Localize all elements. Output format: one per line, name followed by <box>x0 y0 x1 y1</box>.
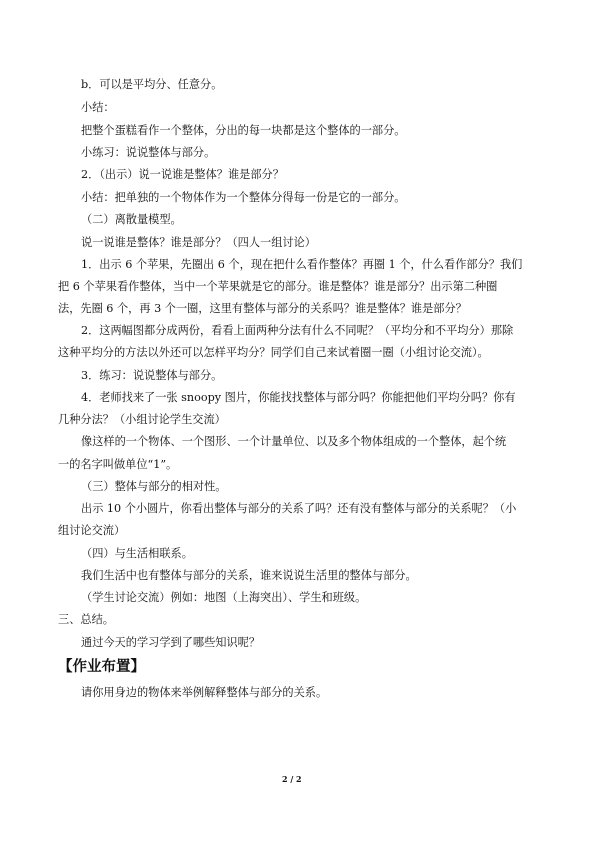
text-line: 1．出示 6 个苹果，先圈出 6 个，现在把什么看作整体？再圈 1 个，什么看作部分？我们 <box>81 258 523 271</box>
text-line: 小结： <box>81 101 115 114</box>
text-line: 说一说谁是整体？谁是部分？（四人一组讨论） <box>81 236 316 249</box>
homework-text: 请你用身边的物体来举例解释整体与部分的关系。 <box>81 686 328 699</box>
text-line: 把 6 个苹果看作整体，当中一个苹果就是它的部分。谁是整体？谁是部分？出示第二种圈 <box>58 280 498 293</box>
text-line: b．可以是平均分、任意分。 <box>81 78 223 91</box>
text-line: （二）离散量模型。 <box>81 213 182 226</box>
text-line: （四）与生活相联系。 <box>81 547 193 560</box>
text-line: 小练习：说说整体与部分。 <box>81 146 216 159</box>
text-line: 这种平均分的方法以外还可以怎样平均分？同学们自己来试着圈一圈（小组讨论交流）。 <box>58 346 489 359</box>
text-line: 一的名字叫做单位“1”。 <box>58 458 178 471</box>
text-line: 把整个蛋糕看作一个整体，分出的每一块都是这个整体的一部分。 <box>81 124 406 137</box>
text-line: 2．这两幅图都分成两份，看看上面两种分法有什么不同呢？（平均分和不平均分）那除 <box>81 324 514 337</box>
section-heading-summary: 三、总结。 <box>58 613 114 626</box>
text-line: （三）整体与部分的相对性。 <box>81 480 227 493</box>
text-line: 组讨论交流） <box>58 524 126 537</box>
text-line: 出示 10 个小圆片，你看出整体与部分的关系了吗？还有没有整体与部分的关系呢？（小 <box>81 502 517 515</box>
page-number: 2 / 2 <box>282 774 302 784</box>
text-line: （学生讨论交流）例如：地图（上海突出）、学生和班级。 <box>81 591 367 604</box>
text-line: 我们生活中也有整体与部分的关系，谁来说说生活里的整体与部分。 <box>81 569 417 582</box>
text-line: 通过今天的学习学到了哪些知识呢？ <box>81 636 261 649</box>
text-line: 3．练习：说说整体与部分。 <box>81 369 223 382</box>
text-line: 2．（出示）说一说谁是整体？谁是部分？ <box>81 168 284 181</box>
text-line: 法，先圈 6 个，再 3 个一圈，这里有整体与部分的关系吗？谁是整体？谁是部分？ <box>58 302 467 315</box>
text-line: 几种分法？（小组讨论学生交流） <box>58 413 226 426</box>
text-line: 小结：把单独的一个物体作为一个整体分得每一份是它的一部分。 <box>81 191 406 204</box>
homework-heading: 【作业布置】 <box>58 659 145 675</box>
text-line: 4．老师找来了一张 snoopy 图片，你能找找整体与部分吗？你能把他们平均分吗？你有 <box>81 391 516 404</box>
text-line: 像这样的一个物体、一个图形、一个计量单位、以及多个物体组成的一个整体，起个统 <box>81 435 507 448</box>
